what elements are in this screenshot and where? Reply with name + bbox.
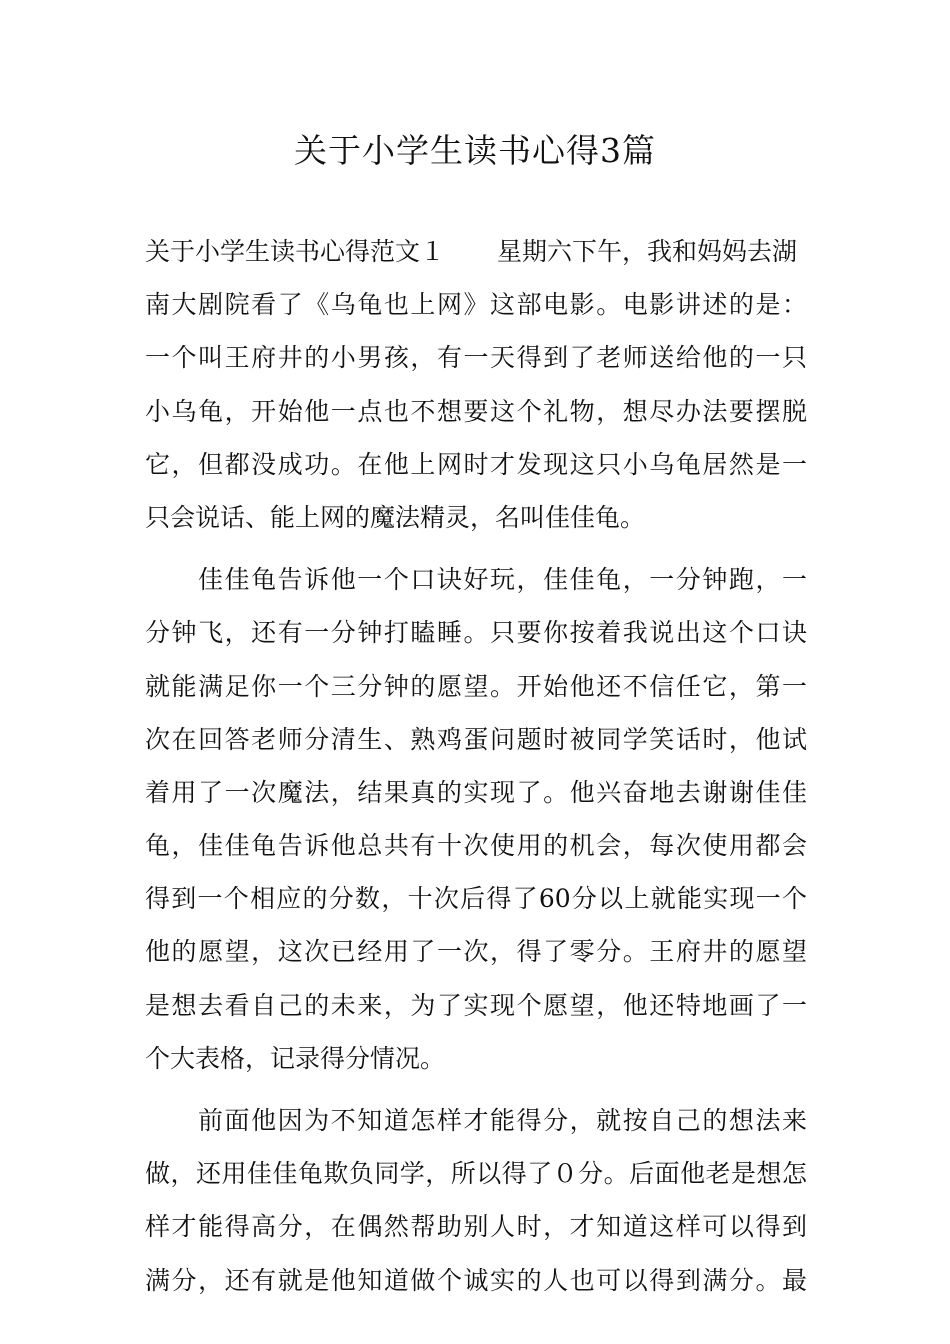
text-line: 龟，佳佳龟告诉他总共有十次使用的机会，每次使用都会 [145, 831, 807, 861]
section-heading: 关于小学生读书心得范文１ [145, 237, 446, 266]
text-line: 个大表格，记录得分情况。 [145, 1043, 446, 1073]
text-line: 满分，还有就是他知道做个诚实的人也可以得到满分。最 [145, 1265, 807, 1295]
paragraph-1 [145, 225, 807, 544]
text-line: 做，还用佳佳龟欺负同学，所以得了０分。后面他老是想怎 [145, 1159, 807, 1189]
paragraph-3 [145, 1094, 807, 1307]
text-line: 是想去看自己的未来，为了实现个愿望，他还特地画了一 [145, 990, 807, 1020]
text-line: 它，但都没成功。在他上网时才发现这只小乌龟居然是一 [145, 449, 807, 479]
document-body [145, 225, 807, 1316]
text-line: 分钟飞，还有一分钟打瞌睡。只要你按着我说出这个口诀 [145, 618, 807, 648]
text-line: 次在回答老师分清生、熟鸡蛋问题时被同学笑话时，他试 [145, 724, 807, 754]
paragraph-2 [145, 553, 807, 1085]
text-line: 着用了一次魔法，结果真的实现了。他兴奋地去谢谢佳佳 [145, 777, 807, 807]
text-line: 只会说话、能上网的魔法精灵，名叫佳佳龟。 [145, 502, 646, 532]
text-line: 得到一个相应的分数，十次后得了60分以上就能实现一个 [145, 884, 807, 914]
text-line: 一个叫王府井的小男孩，有一天得到了老师送给他的一只 [145, 343, 807, 373]
text-line: 佳佳龟告诉他一个口诀好玩，佳佳龟，一分钟跑，一 [198, 565, 807, 595]
document-title: 关于小学生读书心得3篇 [294, 131, 656, 170]
text-line [145, 225, 807, 278]
text-segment: 星期六下午，我和妈妈去湖 [497, 237, 798, 266]
text-line: 南大剧院看了《乌龟也上网》这部电影。电影讲述的是： [145, 290, 807, 320]
text-line: 样才能得高分，在偶然帮助别人时，才知道这样可以得到 [145, 1212, 807, 1242]
text-line: 他的愿望，这次已经用了一次，得了零分。王府井的愿望 [145, 937, 807, 967]
text-line: 就能满足你一个三分钟的愿望。开始他还不信任它，第一 [145, 671, 807, 701]
text-line: 小乌龟，开始他一点也不想要这个礼物，想尽办法要摆脱 [145, 396, 807, 426]
text-line: 前面他因为不知道怎样才能得分，就按自己的想法来 [198, 1106, 807, 1135]
